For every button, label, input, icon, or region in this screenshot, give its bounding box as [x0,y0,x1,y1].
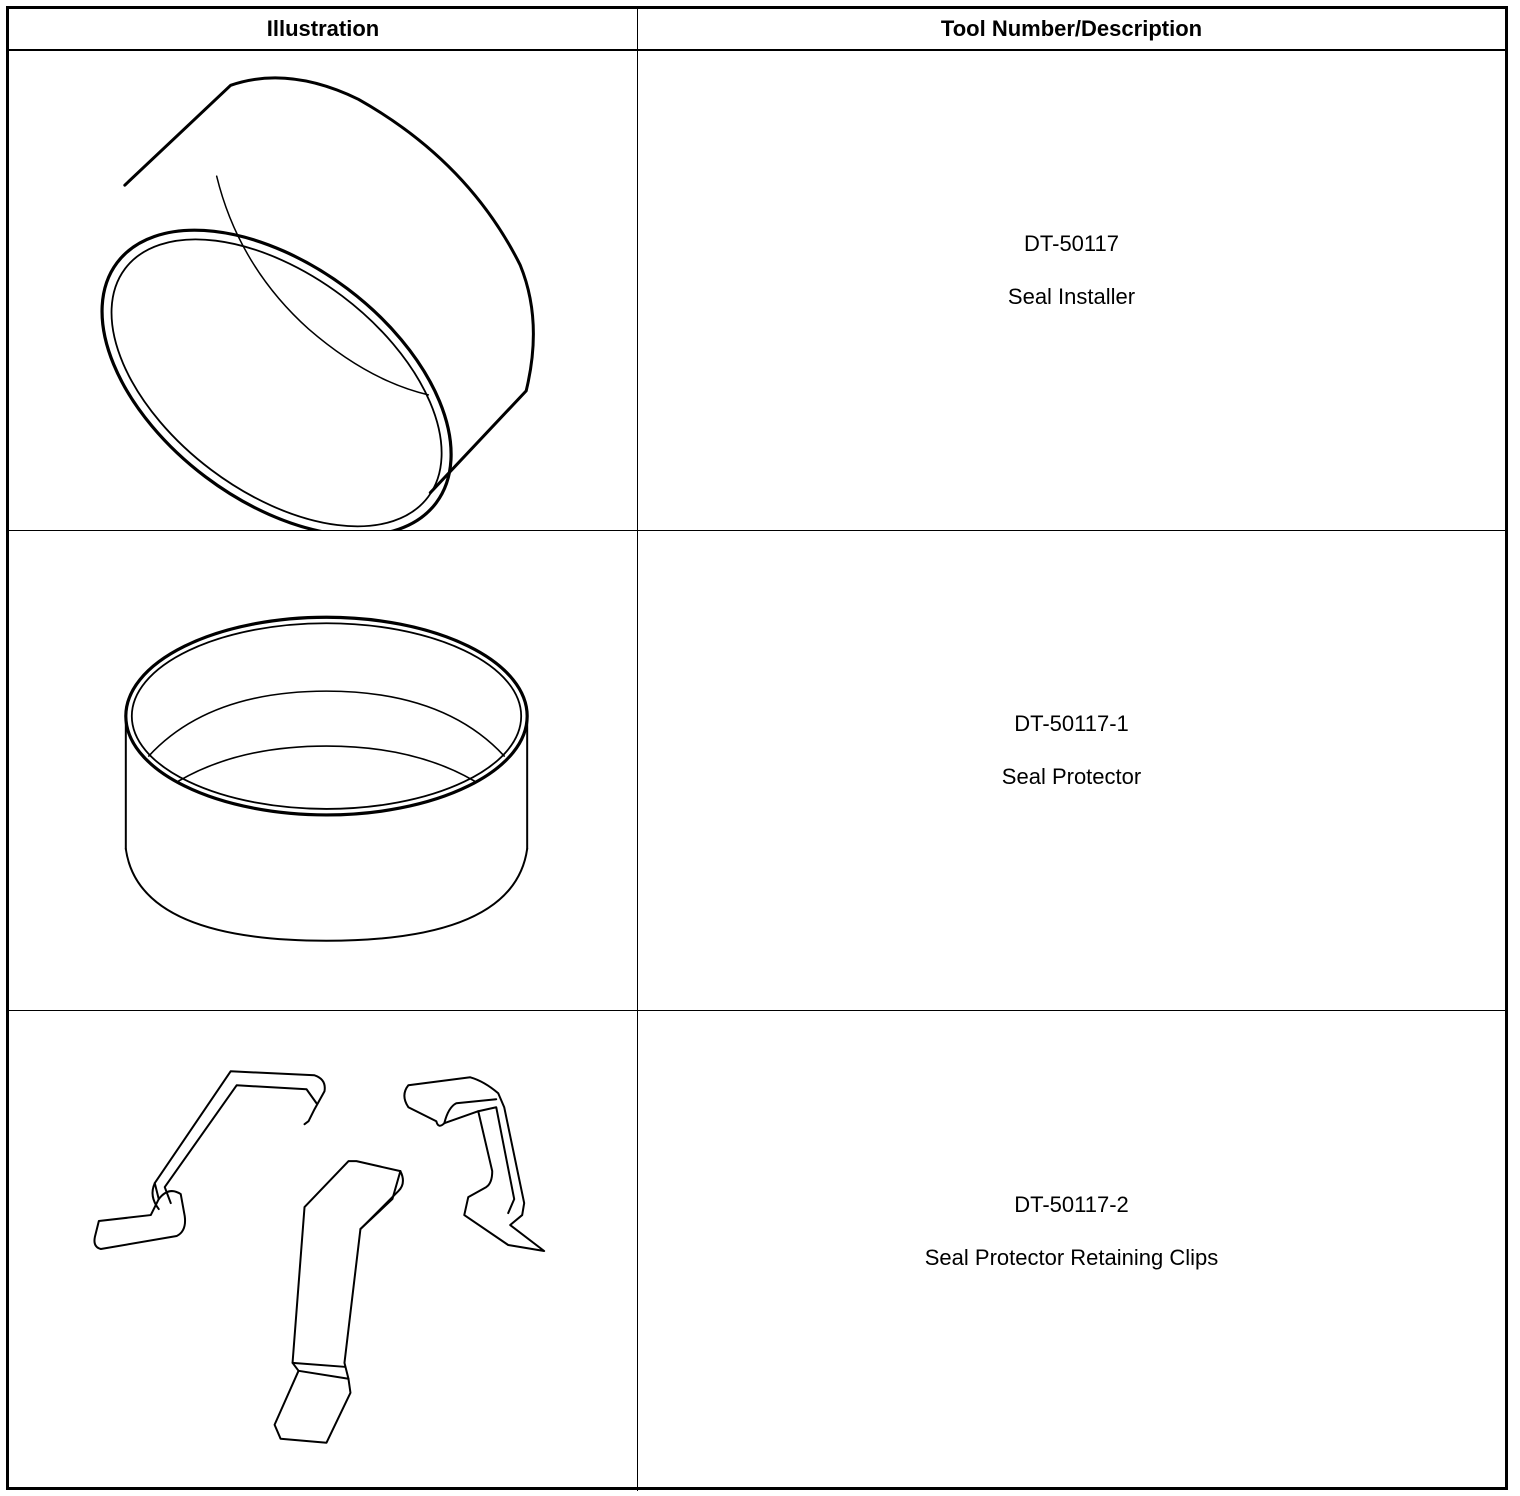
row-2-description [638,531,1505,1011]
clip-right [404,1077,544,1251]
header-illustration-label: Illustration [266,16,380,41]
clip-left [94,1071,324,1249]
header-tool [638,9,1505,51]
seal-installer-ring-icon [9,51,637,531]
header-tool-label: Tool Number/Description [940,16,1203,41]
special-tools-table [6,6,1508,1490]
row-1-illustration [9,51,638,531]
tool-number: DT-50117-2 [1014,1191,1129,1217]
tool-description: Seal Installer [1007,284,1136,309]
seal-protector-cup-icon [9,531,637,1011]
retaining-clips-icon [9,1011,637,1491]
header-illustration [9,9,638,51]
clip-middle [275,1161,403,1443]
row-3-illustration [9,1011,638,1491]
row-1-description [638,51,1505,531]
row-3-description [638,1011,1505,1491]
tool-number: DT-50117 [1024,231,1119,256]
tool-description: Seal Protector Retaining Clips [924,1244,1219,1270]
tool-description: Seal Protector [1001,764,1142,789]
row-2-illustration [9,531,638,1011]
tool-number: DT-50117-1 [1014,711,1129,736]
